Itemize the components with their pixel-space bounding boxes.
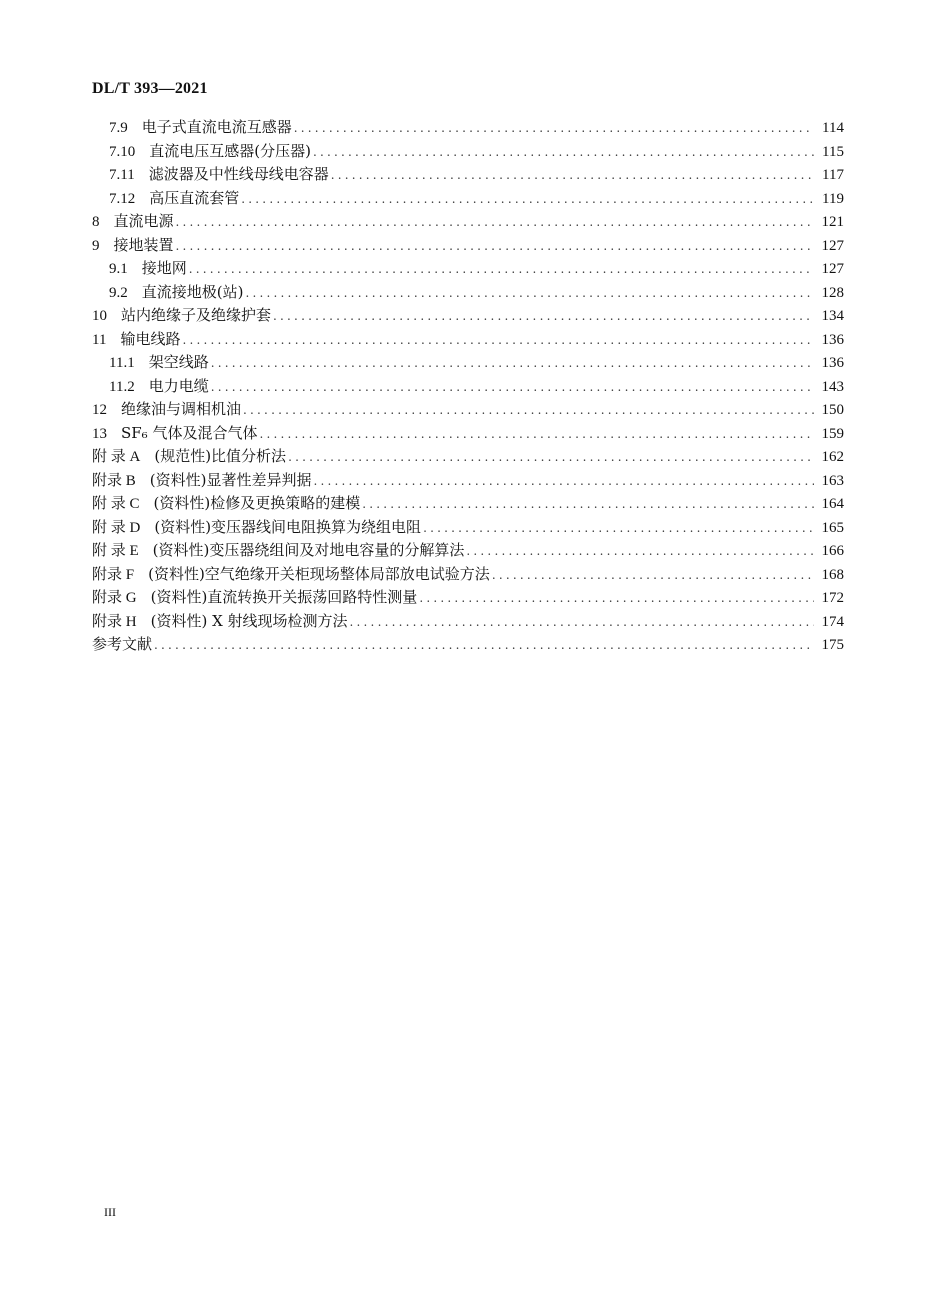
document-code: DL/T 393—2021 bbox=[92, 80, 208, 97]
toc-entry[interactable] bbox=[92, 398, 844, 422]
toc-entry[interactable] bbox=[92, 304, 844, 328]
toc-entry-page: 175 bbox=[821, 637, 844, 653]
toc-entry[interactable] bbox=[92, 140, 844, 164]
page-number: III bbox=[104, 1205, 116, 1219]
toc-entry-number: 附录 G bbox=[92, 590, 137, 606]
toc-dot-leader bbox=[259, 423, 814, 447]
toc-dot-leader bbox=[154, 634, 814, 658]
toc-entry-number: 8 bbox=[92, 214, 100, 230]
toc-entry-page: 121 bbox=[821, 214, 844, 230]
toc-entry[interactable] bbox=[92, 469, 844, 493]
toc-entry-title: 高压直流套管 bbox=[149, 188, 240, 207]
toc-entry-title: 绝缘油与调相机油 bbox=[121, 400, 242, 418]
toc-entry-page: 143 bbox=[821, 378, 844, 395]
toc-dot-leader bbox=[245, 282, 814, 306]
toc-dot-leader bbox=[362, 493, 814, 517]
toc-entry-title: (资料性)变压器绕组间及对地电容量的分解算法 bbox=[152, 541, 465, 559]
toc-entry-page: 168 bbox=[821, 566, 844, 583]
toc-entry-title: 接地网 bbox=[141, 259, 187, 277]
toc-entry-title: (资料性)变压器线间电阻换算为绕组电阻 bbox=[154, 517, 422, 536]
toc-entry-number: 13 bbox=[92, 425, 107, 442]
toc-dot-leader bbox=[313, 470, 814, 494]
toc-entry-number: 9.2 bbox=[109, 284, 128, 301]
toc-entry-title: (资料性)检修及更换策略的建模 bbox=[153, 494, 361, 512]
toc-dot-leader bbox=[211, 352, 814, 376]
toc-entry-page: 128 bbox=[821, 284, 844, 301]
toc-entry-number: 附 录 A bbox=[92, 449, 141, 465]
toc-dot-leader bbox=[331, 164, 814, 188]
toc-entry-page: 174 bbox=[821, 613, 844, 630]
toc-dot-leader bbox=[182, 329, 814, 353]
toc-entry-number: 11.1 bbox=[109, 355, 135, 371]
toc-entry-number: 11.2 bbox=[109, 378, 135, 395]
toc-entry-title: 直流接地极(站) bbox=[141, 282, 244, 301]
toc-entry-number: 附 录 C bbox=[92, 496, 140, 512]
toc-entry-page: 166 bbox=[821, 543, 844, 559]
toc-dot-leader bbox=[176, 211, 814, 235]
toc-entry-number: 附 录 D bbox=[92, 519, 141, 536]
toc-dot-leader bbox=[241, 188, 814, 212]
toc-entry[interactable] bbox=[92, 539, 844, 563]
toc-entry-title: 直流电压互感器(分压器) bbox=[149, 141, 311, 160]
toc-entry-page: 165 bbox=[821, 519, 844, 536]
toc-entry[interactable] bbox=[92, 445, 844, 469]
toc-dot-leader bbox=[350, 611, 814, 635]
toc-entry-title: 电力电缆 bbox=[148, 376, 209, 395]
toc-entry-page: 163 bbox=[821, 472, 844, 489]
toc-entry-page: 162 bbox=[821, 449, 844, 465]
toc-entry-page: 172 bbox=[821, 590, 844, 606]
toc-entry-number: 9 bbox=[92, 237, 100, 254]
toc-entry-number: 12 bbox=[92, 402, 107, 418]
table-of-contents bbox=[92, 116, 844, 657]
toc-entry[interactable] bbox=[92, 633, 844, 657]
toc-entry-number: 10 bbox=[92, 308, 107, 324]
toc-entry-page: 127 bbox=[821, 237, 844, 254]
toc-entry-page: 127 bbox=[821, 261, 844, 277]
toc-entry-number: 7.12 bbox=[109, 190, 136, 207]
toc-entry[interactable] bbox=[92, 492, 844, 516]
toc-entry-number: 7.11 bbox=[109, 167, 135, 183]
toc-entry-title: (资料性)显著性差异判据 bbox=[149, 470, 312, 489]
toc-entry[interactable] bbox=[92, 516, 844, 540]
toc-entry-title: (资料性)直流转换开关振荡回路特性测量 bbox=[150, 588, 418, 606]
toc-dot-leader bbox=[211, 376, 814, 400]
toc-dot-leader bbox=[288, 446, 814, 470]
toc-entry-title: 直流电源 bbox=[113, 212, 174, 230]
toc-entry-title: (资料性) X 射线现场检测方法 bbox=[150, 611, 348, 630]
toc-entry-page: 114 bbox=[822, 120, 844, 136]
toc-entry-page: 136 bbox=[821, 331, 844, 348]
toc-entry-title: (资料性)空气绝缘开关柜现场整体局部放电试验方法 bbox=[148, 564, 490, 583]
toc-entry-number: 7.9 bbox=[109, 120, 128, 136]
toc-entry[interactable] bbox=[92, 210, 844, 234]
toc-dot-leader bbox=[243, 399, 814, 423]
toc-entry[interactable] bbox=[92, 257, 844, 281]
toc-entry[interactable] bbox=[92, 351, 844, 375]
toc-entry-page: 164 bbox=[821, 496, 844, 512]
toc-dot-leader bbox=[492, 564, 814, 588]
toc-entry-title: 架空线路 bbox=[148, 353, 209, 371]
toc-entry-page: 136 bbox=[821, 355, 844, 371]
toc-dot-leader bbox=[419, 587, 814, 611]
toc-entry[interactable] bbox=[92, 563, 844, 587]
toc-entry-title: (规范性)比值分析法 bbox=[154, 447, 287, 465]
toc-dot-leader bbox=[176, 235, 814, 259]
toc-entry-page: 150 bbox=[821, 402, 844, 418]
toc-dot-leader bbox=[313, 141, 814, 165]
toc-entry[interactable] bbox=[92, 163, 844, 187]
toc-entry-number: 附录 H bbox=[92, 613, 137, 630]
toc-entry[interactable] bbox=[92, 187, 844, 211]
toc-entry[interactable] bbox=[92, 328, 844, 352]
toc-entry-page: 159 bbox=[821, 425, 844, 442]
toc-dot-leader bbox=[466, 540, 814, 564]
toc-entry-number: 9.1 bbox=[109, 261, 128, 277]
toc-entry-page: 117 bbox=[822, 167, 844, 183]
toc-entry-number: 附录 F bbox=[92, 566, 135, 583]
toc-entry[interactable] bbox=[92, 116, 844, 140]
toc-dot-leader bbox=[294, 117, 814, 141]
toc-entry-page: 115 bbox=[822, 143, 844, 160]
toc-entry-title: 滤波器及中性线母线电容器 bbox=[148, 165, 329, 183]
toc-entry-number: 7.10 bbox=[109, 143, 136, 160]
toc-entry[interactable] bbox=[92, 422, 844, 446]
toc-entry-title: 电子式直流电流互感器 bbox=[141, 118, 292, 136]
toc-entry-title: 参考文献 bbox=[92, 635, 153, 653]
toc-entry-number: 11 bbox=[92, 331, 107, 348]
toc-entry-title: 接地装置 bbox=[113, 235, 174, 254]
toc-entry-title: SF₆ 气体及混合气体 bbox=[121, 423, 258, 442]
toc-dot-leader bbox=[423, 517, 814, 541]
toc-entry-title: 输电线路 bbox=[120, 329, 181, 348]
toc-entry-page: 119 bbox=[822, 190, 844, 207]
toc-entry[interactable] bbox=[92, 234, 844, 258]
toc-dot-leader bbox=[189, 258, 814, 282]
toc-entry-page: 134 bbox=[821, 308, 844, 324]
toc-entry-number: 附录 B bbox=[92, 472, 136, 489]
toc-entry[interactable] bbox=[92, 610, 844, 634]
toc-entry[interactable] bbox=[92, 375, 844, 399]
toc-entry[interactable] bbox=[92, 586, 844, 610]
toc-entry[interactable] bbox=[92, 281, 844, 305]
toc-entry-number: 附 录 E bbox=[92, 543, 139, 559]
toc-entry-title: 站内绝缘子及绝缘护套 bbox=[121, 306, 272, 324]
toc-dot-leader bbox=[273, 305, 814, 329]
